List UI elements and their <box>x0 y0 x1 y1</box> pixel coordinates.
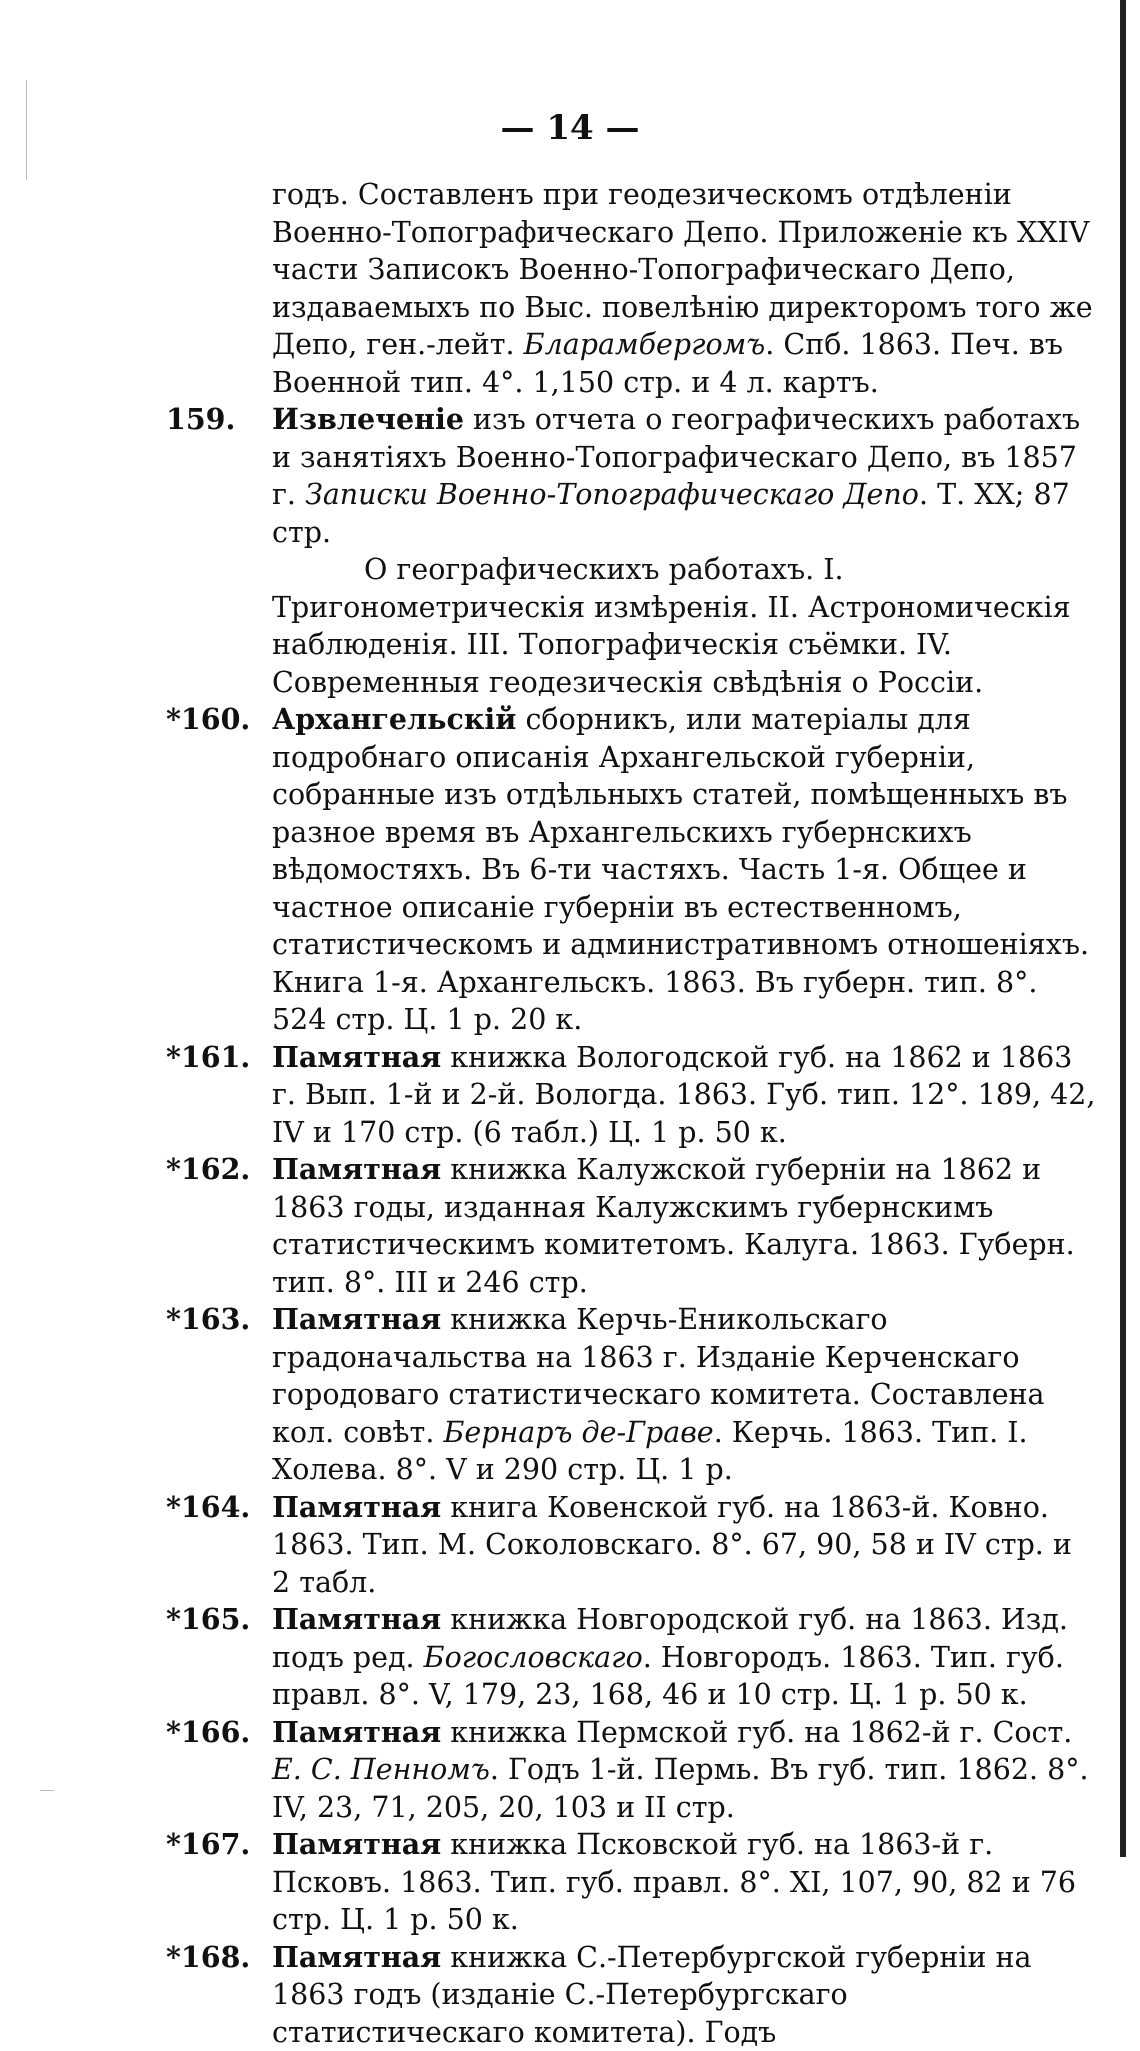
entry-number: *160. <box>166 701 250 739</box>
entry-text: книжка Калужской губерніи на 1862 и 1863 годы, изданная Калужскимъ губернскимъ статистическимъ комитетомъ. Калуга. 1863. Губерн. тип. 8°. III и 246 стр. <box>272 1153 1075 1299</box>
margin-mark <box>40 1790 54 1791</box>
bibliography-entry <box>166 1939 1096 2051</box>
bibliography-entry <box>166 1601 1096 1714</box>
entry-number: *168. <box>166 1939 250 1977</box>
entry-number: *162. <box>166 1151 250 1189</box>
entry-italic-text: Богословскаго <box>424 1641 643 1674</box>
entry-text: годъ. Составленъ при геодезическомъ отдѣленіи Военно-Топографическаго Депо. Приложеніе къ XXIV части Записокъ Военно-Топографическаго Депо, издаваемыхъ по Выс. повелѣнію директоромъ того же Депо, ген.-лейт. <box>272 178 1093 361</box>
entry-text: . Новгородъ. 1863. Тип. губ. правл. 8°. V, 179, 23, 168, 46 и 10 стр. Ц. 1 р. 50 к. <box>272 1641 1064 1712</box>
bibliography-text <box>166 176 1096 2051</box>
entry-text: книжка Пермской губ. на 1862-й г. Сост. <box>441 1716 1072 1749</box>
entry-number: *161. <box>166 1039 250 1077</box>
entry-keyword: Памятная <box>272 1827 441 1861</box>
bibliography-entry <box>166 1714 1096 1827</box>
entry-keyword: Памятная <box>272 1940 441 1974</box>
entry-text: . Спб. 1863. Печ. въ Военной тип. 4°. 1,150 стр. и 4 л. картъ. <box>272 328 1063 399</box>
entry-contents-note <box>166 551 1096 701</box>
entry-italic-text: Е. С. Пенномъ <box>272 1753 490 1786</box>
page-number: — 14 — <box>0 108 1140 148</box>
entry-italic-text: Бернаръ де-Граве <box>443 1416 713 1449</box>
entry-number: *165. <box>166 1601 250 1639</box>
bibliography-entry <box>166 1489 1096 1602</box>
entry-italic-text: Записки Военно-Топографическаго Депо <box>305 478 919 511</box>
bibliography-entry <box>166 701 1096 1039</box>
entry-text: изъ отчета о географическихъ работахъ и занятіяхъ Военно-Топографическаго Депо, въ 1857 г. <box>272 403 1080 511</box>
entry-text: О географическихъ работахъ. I. Тригонометрическія измѣренія. II. Астрономическія наблюденія. III. Топографическія съёмки. IV. Современныя геодезическія свѣдѣнія о Россіи. <box>272 553 1071 699</box>
entry-text: книжка Новгородской губ. на 1863. Изд. подъ ред. <box>272 1603 1068 1674</box>
entry-number: *167. <box>166 1826 250 1864</box>
entry-number: *166. <box>166 1714 250 1752</box>
entry-keyword: Памятная <box>272 1302 441 1336</box>
entry-text: книга Ковенской губ. на 1863-й. Ковно. 1863. Тип. М. Соколовскаго. 8°. 67, 90, 58 и IV стр. и 2 табл. <box>272 1491 1072 1599</box>
entry-keyword: Памятная <box>272 1040 441 1074</box>
entry-keyword: Памятная <box>272 1490 441 1524</box>
entry-text: книжка Псковской губ. на 1863-й г. Псковъ. 1863. Тип. губ. правл. 8°. XI, 107, 90, 82 и 76 стр. Ц. 1 р. 50 к. <box>272 1828 1076 1936</box>
entry-text: . Т. XX; 87 стр. <box>272 478 1070 549</box>
bibliography-entry <box>166 1826 1096 1939</box>
entry-keyword: Памятная <box>272 1602 441 1636</box>
bibliography-entry <box>166 401 1096 551</box>
continued-entry <box>166 176 1096 401</box>
entry-text: книжка Керчь-Еникольскаго градоначальства на 1863 г. Изданіе Керченскаго городоваго статистическаго комитета. Составлена кол. совѣт. <box>272 1303 1045 1449</box>
entry-keyword: Архангельскій <box>272 702 516 736</box>
entry-text: . Годъ 1-й. Пермь. Въ губ. тип. 1862. 8°. IV, 23, 71, 205, 20, 103 и II стр. <box>272 1753 1089 1824</box>
entry-number: 159. <box>166 401 235 439</box>
bibliography-entry <box>166 1039 1096 1152</box>
entry-keyword: Памятная <box>272 1715 441 1749</box>
entry-text: книжка Вологодской губ. на 1862 и 1863 г. Вып. 1-й и 2-й. Вологда. 1863. Губ. тип. 12°. 189, 42, IV и 170 стр. (6 табл.) Ц. 1 р. 50 к. <box>272 1041 1095 1149</box>
entry-number: *163. <box>166 1301 250 1339</box>
entry-italic-text: Бларамбергомъ <box>524 328 766 361</box>
bibliography-entry <box>166 1151 1096 1301</box>
bibliography-entry <box>166 1301 1096 1489</box>
entry-keyword: Памятная <box>272 1152 441 1186</box>
entry-text: сборникъ, или матеріалы для подробнаго описанія Архангельской губерніи, собранные изъ отдѣльныхъ статей, помѣщенныхъ въ разное время въ Архангельскихъ губернскихъ вѣдомостяхъ. Въ 6-ти частяхъ. Часть 1-я. Общее и частное описаніе губерніи въ естественномъ, статистическомъ и административномъ отношеніяхъ. Книга 1-я. Архангельскъ. 1863. Въ губерн. тип. 8°. 524 стр. Ц. 1 р. 20 к. <box>272 703 1089 1036</box>
entry-text: . Керчь. 1863. Тип. I. Холева. 8°. V и 290 стр. Ц. 1 р. <box>272 1416 1028 1487</box>
entry-keyword: Извлеченіе <box>272 402 464 436</box>
entry-number: *164. <box>166 1489 250 1527</box>
page-edge-shadow <box>1120 0 1126 1857</box>
entry-text: книжка С.-Петербургской губерніи на 1863 годъ (изданіе С.-Петербургскаго статистическаго комитета). Годъ <box>272 1941 1031 2049</box>
